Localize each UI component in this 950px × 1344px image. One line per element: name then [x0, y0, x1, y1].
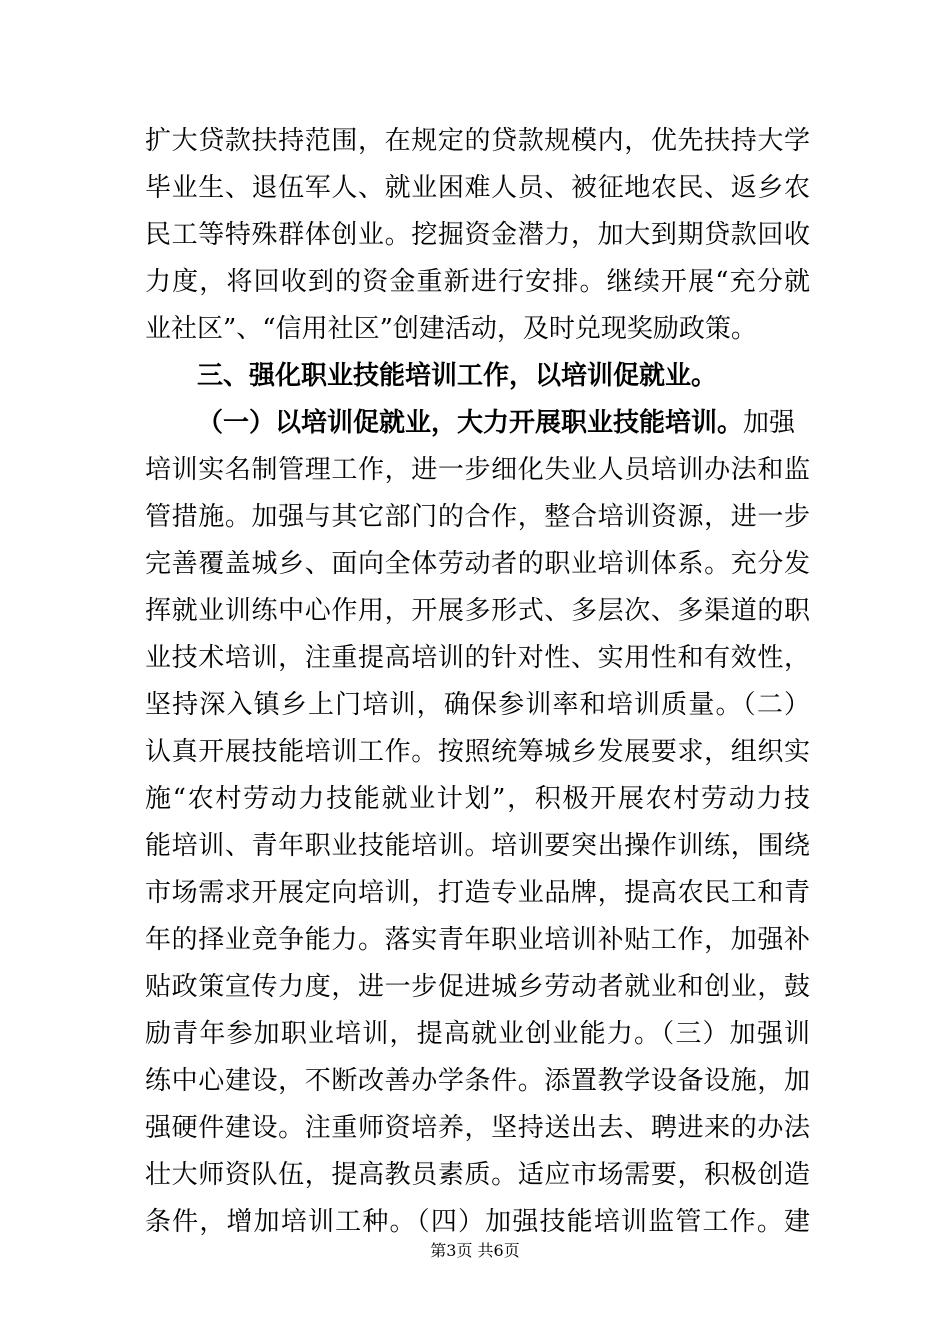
body-line: 完善覆盖城乡、面向全体劳动者的职业培训体系。充分发	[145, 549, 810, 579]
body-line: 认真开展技能培训工作。按照统筹城乡发展要求，组织实	[145, 737, 810, 767]
body-line: 励青年参加职业培训，提高就业创业能力。（三）加强训	[145, 1019, 810, 1049]
body-line: 能培训、青年职业技能培训。培训要突出操作训练，围绕	[145, 831, 810, 861]
body-line: 业社区”、“信用社区”创建活动，及时兑现奖励政策。	[145, 314, 757, 344]
body-line: 强硬件建设。注重师资培养，坚持送出去、聘进来的办法	[145, 1113, 810, 1143]
body-line: 坚持深入镇乡上门培训，确保参训率和培训质量。（二）	[145, 690, 810, 720]
subsection-line	[197, 403, 810, 443]
subsection-heading: （一）以培训促就业，大力开展职业技能培训。	[197, 408, 744, 438]
body-line: 力度，将回收到的资金重新进行安排。继续开展“充分就	[145, 267, 810, 297]
body-line: 年的择业竞争能力。落实青年职业培训补贴工作，加强补	[145, 925, 810, 955]
body-line: 壮大师资队伍，提高教员素质。适应市场需要，积极创造	[145, 1160, 810, 1190]
body-line: 管措施。加强与其它部门的合作，整合培训资源，进一步	[145, 502, 810, 532]
body-line: 民工等特殊群体创业。挖掘资金潜力，加大到期贷款回收	[145, 220, 810, 250]
body-line: 施“农村劳动力技能就业计划”，积极开展农村劳动力技	[145, 784, 810, 814]
page-number-footer: 第3页 共6页	[430, 1241, 520, 1260]
body-line: 练中心建设，不断改善办学条件。添置教学设备设施，加	[145, 1066, 810, 1096]
section-heading: 三、强化职业技能培训工作，以培训促就业。	[197, 361, 718, 391]
body-line: 业技术培训，注重提高培训的针对性、实用性和有效性，	[145, 643, 810, 673]
body-line: 挥就业训练中心作用，开展多形式、多层次、多渠道的职	[145, 596, 810, 626]
body-line: 毕业生、退伍军人、就业困难人员、被征地农民、返乡农	[145, 173, 810, 203]
body-line: 条件，增加培训工种。（四）加强技能培训监管工作。建	[145, 1207, 810, 1237]
body-line: 贴政策宣传力度，进一步促进城乡劳动者就业和创业，鼓	[145, 972, 810, 1002]
body-line: 市场需求开展定向培训，打造专业品牌，提高农民工和青	[145, 878, 810, 908]
body-line: 扩大贷款扶持范围，在规定的贷款规模内，优先扶持大学	[145, 126, 810, 156]
body-line: 培训实名制管理工作，进一步细化失业人员培训办法和监	[145, 455, 810, 485]
subsection-continuation: 加强	[743, 408, 796, 438]
